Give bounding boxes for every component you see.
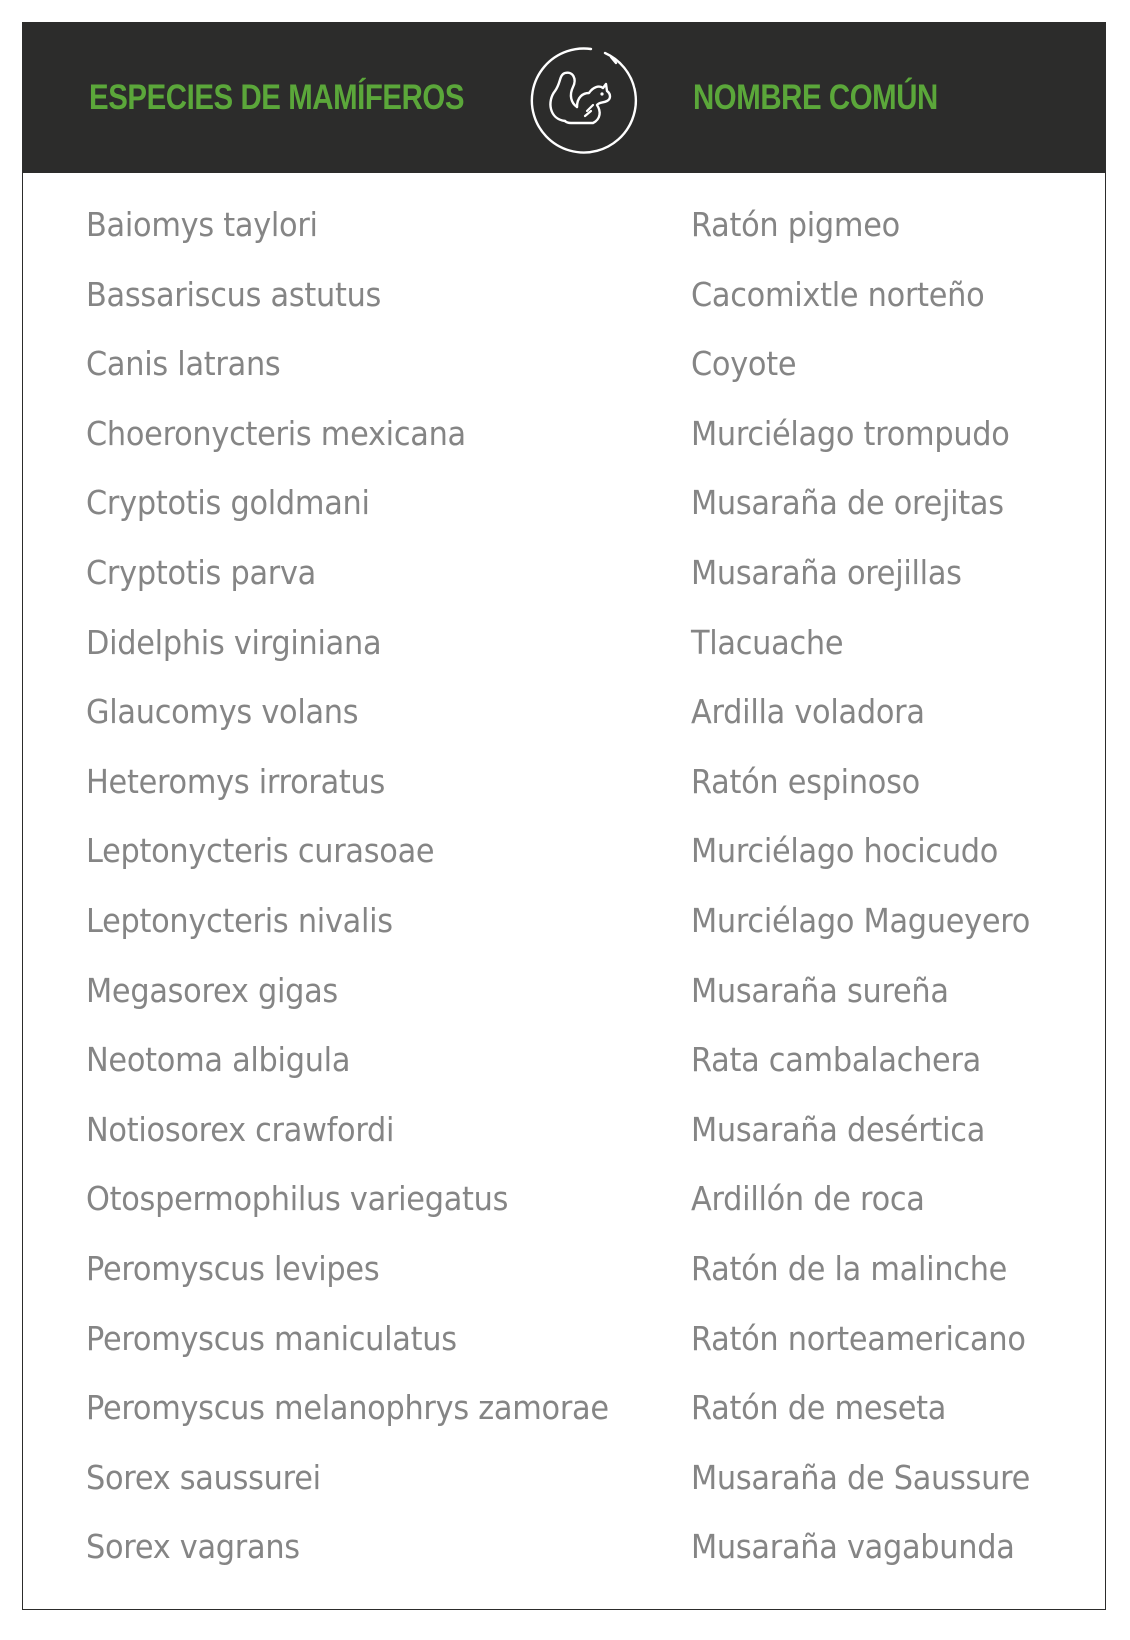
species-list [23,201,1105,1593]
table-row [23,1384,1105,1454]
common-name: Ratón norteamericano [691,1318,1026,1358]
common-name: Musaraña sureña [691,970,949,1010]
species-name: Cryptotis parva [86,552,316,592]
common-name: Ratón pigmeo [691,205,900,244]
species-name: Leptonycteris nivalis [86,900,393,940]
species-name: Didelphis virginiana [86,622,382,662]
species-name: Choeronycteris mexicana [86,413,466,453]
species-name: Otospermophilus variegatus [86,1179,509,1219]
table-row [23,271,1105,341]
species-name: Sorex saussurei [86,1457,321,1497]
table-header [23,23,1105,173]
common-name: Musaraña orejillas [691,552,962,592]
common-name: Musaraña desértica [691,1109,986,1149]
species-name: Heteromys irroratus [86,761,386,801]
species-name: Glaucomys volans [86,692,359,732]
species-name: Notiosorex crawfordi [86,1109,395,1149]
species-name: Peromyscus maniculatus [86,1318,457,1358]
table-row [23,619,1105,689]
table-row [23,897,1105,967]
table-row [23,479,1105,549]
table-row [23,201,1105,271]
common-name: Musaraña vagabunda [691,1527,1015,1567]
species-name: Megasorex gigas [86,970,338,1010]
table-row [23,758,1105,828]
common-name: Ardilla voladora [691,692,925,732]
species-column-title: ESPECIES DE MAMÍFEROS [89,78,465,117]
common-name: Murciélago trompudo [691,413,1010,453]
common-name: Ratón de meseta [691,1388,947,1428]
table-row [23,967,1105,1037]
common-name: Murciélago hocicudo [691,831,999,871]
species-name: Canis latrans [86,344,281,384]
table-row [23,1315,1105,1385]
species-name: Leptonycteris curasoae [86,831,435,871]
common-name: Tlacuache [691,622,844,662]
common-name: Ratón de la malinche [691,1248,1008,1288]
common-name: Musaraña de Saussure [691,1457,1031,1497]
common-name: Rata cambalachera [691,1040,981,1080]
squirrel-icon [521,41,639,159]
species-name: Sorex vagrans [86,1527,300,1567]
table-row [23,410,1105,480]
species-name: Peromyscus levipes [86,1248,380,1288]
species-table-card [22,22,1106,1610]
table-row [23,827,1105,897]
common-name: Murciélago Magueyero [691,900,1031,940]
common-name: Coyote [691,344,797,384]
common-name: Ardillón de roca [691,1179,925,1219]
table-row [23,1175,1105,1245]
table-row [23,549,1105,619]
table-row [23,1245,1105,1315]
table-row [23,1454,1105,1524]
table-row [23,1106,1105,1176]
table-row [23,340,1105,410]
common-name: Ratón espinoso [691,761,920,801]
species-name: Cryptotis goldmani [86,483,370,523]
table-row [23,688,1105,758]
table-row [23,1523,1105,1593]
common-name-column-title: NOMBRE COMÚN [693,78,938,117]
table-row [23,1036,1105,1106]
common-name: Musaraña de orejitas [691,483,1004,523]
common-name: Cacomixtle norteño [691,274,985,314]
species-name: Neotoma albigula [86,1040,351,1080]
species-name: Bassariscus astutus [86,274,382,314]
species-name: Baiomys taylori [86,205,318,244]
species-name: Peromyscus melanophrys zamorae [86,1388,609,1428]
